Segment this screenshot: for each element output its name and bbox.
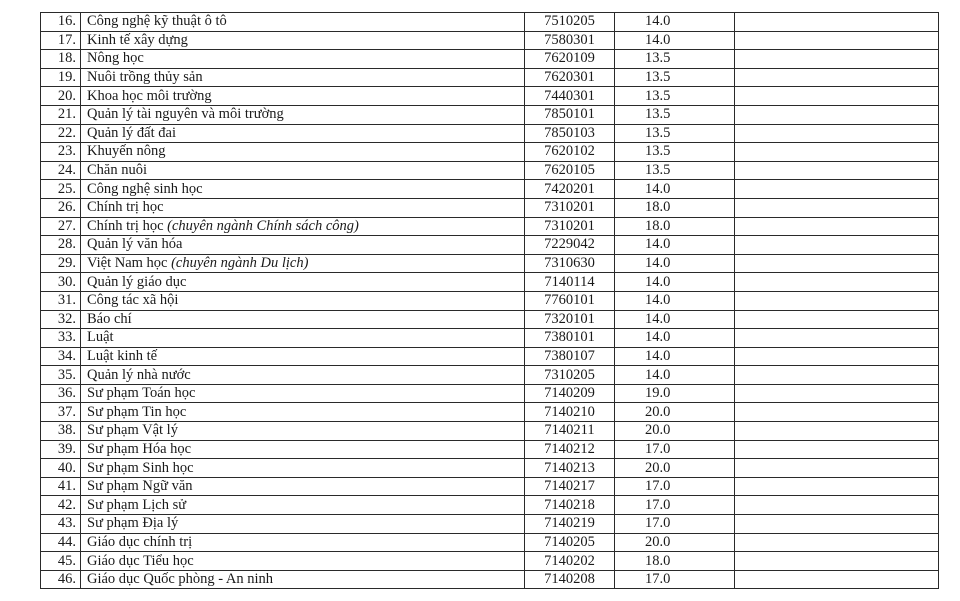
table-row (41, 366, 939, 385)
admission-score-table (40, 12, 939, 589)
admission-score: 18.0 (615, 198, 735, 217)
major-code: 7229042 (525, 236, 615, 255)
major-name-text: Khuyến nông (87, 143, 166, 160)
table-row (41, 329, 939, 348)
table-row (41, 198, 939, 217)
table-row (41, 403, 939, 422)
notes-cell (735, 13, 939, 32)
major-name-text: Sư phạm Toán học (87, 385, 196, 402)
major-name (81, 422, 525, 441)
admission-score: 14.0 (615, 329, 735, 348)
row-number: 18. (41, 50, 81, 69)
major-name (81, 366, 525, 385)
admission-score: 14.0 (615, 180, 735, 199)
major-name (81, 496, 525, 515)
notes-cell (735, 329, 939, 348)
table-row (41, 105, 939, 124)
notes-cell (735, 496, 939, 515)
table-row (41, 422, 939, 441)
major-code: 7620102 (525, 143, 615, 162)
major-name (81, 291, 525, 310)
major-name (81, 180, 525, 199)
admission-score: 18.0 (615, 552, 735, 571)
major-code: 7140205 (525, 533, 615, 552)
admission-score: 13.5 (615, 50, 735, 69)
major-code: 7620109 (525, 50, 615, 69)
table-row (41, 496, 939, 515)
table-row (41, 440, 939, 459)
major-name (81, 533, 525, 552)
table-row (41, 552, 939, 571)
row-number: 37. (41, 403, 81, 422)
row-number: 41. (41, 477, 81, 496)
major-name (81, 13, 525, 32)
table-row (41, 180, 939, 199)
major-code: 7310630 (525, 254, 615, 273)
notes-cell (735, 68, 939, 87)
table-row (41, 68, 939, 87)
major-code: 7310201 (525, 198, 615, 217)
admission-score: 13.5 (615, 124, 735, 143)
major-name (81, 50, 525, 69)
row-number: 45. (41, 552, 81, 571)
document-page (40, 12, 938, 589)
table-row (41, 217, 939, 236)
notes-cell (735, 533, 939, 552)
row-number: 44. (41, 533, 81, 552)
admission-score: 14.0 (615, 236, 735, 255)
admission-score: 17.0 (615, 440, 735, 459)
major-name (81, 552, 525, 571)
major-name-text: Nuôi trồng thủy sản (87, 69, 203, 86)
notes-cell (735, 161, 939, 180)
row-number: 42. (41, 496, 81, 515)
admission-score: 20.0 (615, 459, 735, 478)
notes-cell (735, 236, 939, 255)
major-name (81, 87, 525, 106)
major-code: 7140210 (525, 403, 615, 422)
notes-cell (735, 422, 939, 441)
table-row (41, 236, 939, 255)
row-number: 35. (41, 366, 81, 385)
major-name-text: Sư phạm Tin học (87, 403, 187, 420)
notes-cell (735, 31, 939, 50)
row-number: 33. (41, 329, 81, 348)
notes-cell (735, 198, 939, 217)
notes-cell (735, 552, 939, 571)
admission-score: 14.0 (615, 347, 735, 366)
row-number: 26. (41, 198, 81, 217)
admission-score: 14.0 (615, 273, 735, 292)
major-name-text: Quản lý đất đai (87, 124, 176, 141)
admission-score: 18.0 (615, 217, 735, 236)
major-code: 7140202 (525, 552, 615, 571)
notes-cell (735, 310, 939, 329)
row-number: 21. (41, 105, 81, 124)
major-name-text: Sư phạm Ngữ văn (87, 478, 193, 495)
major-name (81, 384, 525, 403)
major-name (81, 105, 525, 124)
major-code: 7380101 (525, 329, 615, 348)
major-code: 7580301 (525, 31, 615, 50)
admission-score: 13.5 (615, 143, 735, 162)
major-name (81, 403, 525, 422)
row-number: 34. (41, 347, 81, 366)
major-specialization-note: (chuyên ngành Chính sách công) (167, 217, 359, 234)
major-code: 7510205 (525, 13, 615, 32)
row-number: 36. (41, 384, 81, 403)
table-row (41, 254, 939, 273)
row-number: 22. (41, 124, 81, 143)
major-name-text: Sư phạm Địa lý (87, 515, 179, 532)
admission-score: 14.0 (615, 254, 735, 273)
row-number: 29. (41, 254, 81, 273)
major-name-text: Báo chí (87, 310, 132, 327)
admission-score: 20.0 (615, 533, 735, 552)
major-name-text: Công nghệ sinh học (87, 180, 203, 197)
major-name (81, 254, 525, 273)
major-name-text: Công nghệ kỹ thuật ô tô (87, 13, 227, 30)
notes-cell (735, 105, 939, 124)
major-name-text: Khoa học môi trường (87, 87, 212, 104)
major-name-text: Sư phạm Vật lý (87, 422, 178, 439)
notes-cell (735, 477, 939, 496)
row-number: 40. (41, 459, 81, 478)
row-number: 19. (41, 68, 81, 87)
major-code: 7850103 (525, 124, 615, 143)
row-number: 43. (41, 515, 81, 534)
notes-cell (735, 87, 939, 106)
table-row (41, 291, 939, 310)
admission-score: 19.0 (615, 384, 735, 403)
major-name-text: Giáo dục chính trị (87, 533, 193, 550)
table-row (41, 515, 939, 534)
table-row (41, 50, 939, 69)
major-code: 7440301 (525, 87, 615, 106)
major-code: 7420201 (525, 180, 615, 199)
notes-cell (735, 50, 939, 69)
row-number: 17. (41, 31, 81, 50)
major-code: 7850101 (525, 105, 615, 124)
major-name (81, 459, 525, 478)
row-number: 31. (41, 291, 81, 310)
notes-cell (735, 384, 939, 403)
major-name-text: Luật kinh tế (87, 347, 158, 364)
admission-score: 14.0 (615, 366, 735, 385)
major-code: 7140208 (525, 570, 615, 589)
table-row (41, 13, 939, 32)
row-number: 25. (41, 180, 81, 199)
major-name (81, 236, 525, 255)
major-name (81, 31, 525, 50)
notes-cell (735, 124, 939, 143)
admission-score: 13.5 (615, 68, 735, 87)
notes-cell (735, 143, 939, 162)
major-name (81, 217, 525, 236)
major-name-text: Kinh tế xây dựng (87, 31, 188, 48)
table-row (41, 87, 939, 106)
major-code: 7140218 (525, 496, 615, 515)
major-name-text: Nông học (87, 50, 144, 67)
major-name (81, 143, 525, 162)
major-code: 7310201 (525, 217, 615, 236)
major-name-text: Quản lý nhà nước (87, 366, 191, 383)
admission-score: 20.0 (615, 403, 735, 422)
admission-score: 14.0 (615, 310, 735, 329)
table-row (41, 124, 939, 143)
notes-cell (735, 217, 939, 236)
admission-score: 17.0 (615, 570, 735, 589)
admission-score: 13.5 (615, 87, 735, 106)
notes-cell (735, 347, 939, 366)
major-name-text: Quản lý giáo dục (87, 273, 187, 290)
major-name (81, 273, 525, 292)
major-name (81, 329, 525, 348)
table-row (41, 384, 939, 403)
major-name (81, 124, 525, 143)
major-name-text: Quản lý văn hóa (87, 236, 183, 253)
row-number: 24. (41, 161, 81, 180)
notes-cell (735, 515, 939, 534)
row-number: 16. (41, 13, 81, 32)
major-name-text: Chính trị học (87, 217, 164, 234)
major-code: 7140209 (525, 384, 615, 403)
major-code: 7320101 (525, 310, 615, 329)
major-name-text: Sư phạm Hóa học (87, 440, 192, 457)
notes-cell (735, 440, 939, 459)
major-name (81, 68, 525, 87)
table-body (41, 13, 939, 589)
admission-score: 17.0 (615, 496, 735, 515)
admission-score: 14.0 (615, 31, 735, 50)
major-code: 7620105 (525, 161, 615, 180)
notes-cell (735, 366, 939, 385)
major-name (81, 515, 525, 534)
major-name-text: Giáo dục Quốc phòng - An ninh (87, 571, 274, 588)
major-name (81, 198, 525, 217)
major-code: 7140114 (525, 273, 615, 292)
major-name-text: Sư phạm Lịch sử (87, 496, 187, 513)
table-row (41, 273, 939, 292)
major-name-text: Chính trị học (87, 199, 164, 216)
row-number: 20. (41, 87, 81, 106)
major-name (81, 161, 525, 180)
admission-score: 13.5 (615, 161, 735, 180)
notes-cell (735, 291, 939, 310)
major-name (81, 440, 525, 459)
row-number: 38. (41, 422, 81, 441)
notes-cell (735, 570, 939, 589)
row-number: 30. (41, 273, 81, 292)
table-row (41, 31, 939, 50)
major-code: 7140211 (525, 422, 615, 441)
table-row (41, 459, 939, 478)
notes-cell (735, 403, 939, 422)
row-number: 39. (41, 440, 81, 459)
major-name-text: Sư phạm Sinh học (87, 459, 194, 476)
admission-score: 13.5 (615, 105, 735, 124)
table-row (41, 310, 939, 329)
major-name-text: Công tác xã hội (87, 292, 179, 309)
admission-score: 17.0 (615, 477, 735, 496)
row-number: 46. (41, 570, 81, 589)
table-row (41, 347, 939, 366)
row-number: 28. (41, 236, 81, 255)
major-name (81, 347, 525, 366)
major-code: 7620301 (525, 68, 615, 87)
major-name (81, 310, 525, 329)
table-row (41, 570, 939, 589)
row-number: 32. (41, 310, 81, 329)
notes-cell (735, 459, 939, 478)
major-name-text: Quản lý tài nguyên và môi trường (87, 106, 284, 123)
major-name-text: Giáo dục Tiểu học (87, 552, 194, 569)
table-row (41, 161, 939, 180)
table-row (41, 533, 939, 552)
row-number: 27. (41, 217, 81, 236)
major-code: 7140213 (525, 459, 615, 478)
notes-cell (735, 273, 939, 292)
table-row (41, 477, 939, 496)
major-code: 7310205 (525, 366, 615, 385)
major-name (81, 570, 525, 589)
notes-cell (735, 254, 939, 273)
notes-cell (735, 180, 939, 199)
row-number: 23. (41, 143, 81, 162)
admission-score: 14.0 (615, 291, 735, 310)
major-code: 7140212 (525, 440, 615, 459)
major-name-text: Luật (87, 329, 114, 346)
admission-score: 14.0 (615, 13, 735, 32)
major-code: 7380107 (525, 347, 615, 366)
admission-score: 20.0 (615, 422, 735, 441)
admission-score: 17.0 (615, 515, 735, 534)
major-code: 7140219 (525, 515, 615, 534)
major-code: 7760101 (525, 291, 615, 310)
major-code: 7140217 (525, 477, 615, 496)
major-specialization-note: (chuyên ngành Du lịch) (171, 255, 309, 272)
major-name-text: Chăn nuôi (87, 162, 148, 179)
table-row (41, 143, 939, 162)
major-name (81, 477, 525, 496)
major-name-text: Việt Nam học (87, 255, 168, 272)
